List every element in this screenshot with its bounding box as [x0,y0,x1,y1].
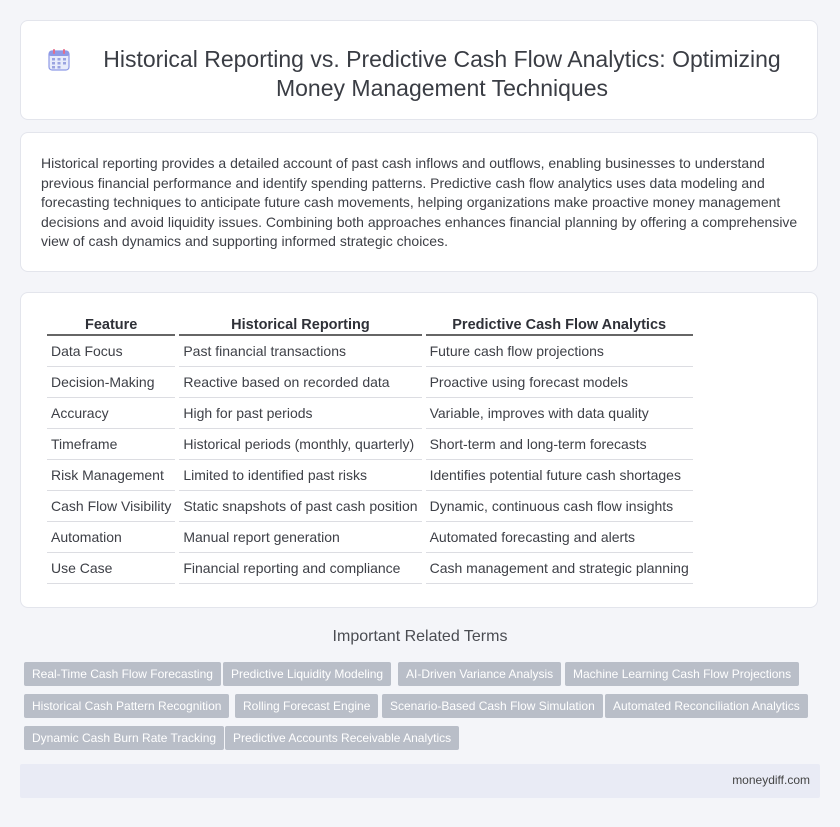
table-row [47,522,693,553]
table-cell: Manual report generation [179,522,421,553]
table-cell: Short-term and long-term forecasts [426,429,693,460]
related-term-tag[interactable]: Dynamic Cash Burn Rate Tracking [24,726,224,750]
related-term-tag[interactable]: Historical Cash Pattern Recognition [24,694,229,718]
related-term-tag[interactable]: Automated Reconciliation Analytics [605,694,808,718]
table-header-row [47,315,693,336]
table-cell: Future cash flow projections [426,336,693,367]
related-term-tag[interactable]: Scenario-Based Cash Flow Simulation [382,694,603,718]
table-cell: Decision-Making [47,367,175,398]
table-row [47,398,693,429]
table-row [47,429,693,460]
related-term-tag[interactable]: Machine Learning Cash Flow Projections [565,662,799,686]
table-cell: Timeframe [47,429,175,460]
table-cell: Past financial transactions [179,336,421,367]
page-title: Historical Reporting vs. Predictive Cash Flow Analytics: Optimizing Money Management Techniques [103,46,781,101]
table-cell: Historical periods (monthly, quarterly) [179,429,421,460]
table-row [47,336,693,367]
table-cell: Dynamic, continuous cash flow insights [426,491,693,522]
footer-site-link[interactable]: moneydiff.com [732,773,810,787]
related-term-tag[interactable]: Predictive Accounts Receivable Analytics [225,726,459,750]
table-cell: Limited to identified past risks [179,460,421,491]
table-cell: Use Case [47,553,175,584]
related-term-tag[interactable]: Predictive Liquidity Modeling [223,662,391,686]
table-cell: Financial reporting and compliance [179,553,421,584]
footer-bar [20,764,820,798]
table-cell: Static snapshots of past cash position [179,491,421,522]
table-row [47,460,693,491]
table-cell: Reactive based on recorded data [179,367,421,398]
table-cell: Accuracy [47,398,175,429]
related-term-tag[interactable]: Real-Time Cash Flow Forecasting [24,662,221,686]
related-term-tag[interactable]: Rolling Forecast Engine [235,694,378,718]
column-header-feature: Feature [47,315,175,336]
column-header-historical: Historical Reporting [179,315,421,336]
table-row [47,553,693,584]
table-cell: Cash management and strategic planning [426,553,693,584]
table-cell: Automated forecasting and alerts [426,522,693,553]
intro-card [20,132,818,272]
calendar-icon [47,48,71,72]
comparison-table [43,315,697,584]
table-cell: Cash Flow Visibility [47,491,175,522]
table-row [47,491,693,522]
column-header-predictive: Predictive Cash Flow Analytics [426,315,693,336]
table-cell: Risk Management [47,460,175,491]
table-cell: Data Focus [47,336,175,367]
table-row [47,367,693,398]
comparison-card [20,292,818,608]
related-term-tag[interactable]: AI-Driven Variance Analysis [398,662,561,686]
table-cell: Automation [47,522,175,553]
table-cell: Proactive using forecast models [426,367,693,398]
table-cell: High for past periods [179,398,421,429]
table-cell: Identifies potential future cash shortages [426,460,693,491]
header-card [20,20,818,120]
table-cell: Variable, improves with data quality [426,398,693,429]
related-terms-title: Important Related Terms [332,628,508,645]
intro-paragraph: Historical reporting provides a detailed account of past cash inflows and outflows, enabling businesses to understand previous financial performance and identify spending patterns. Predictive cash flow analytics uses data modeling and forecasting techniques to anticipate future cash movements, helping organizations make proactive money management decisions and avoid liquidity issues. Combining both approaches enhances financial planning by offering a comprehensive view of cash dynamics and supporting informed strategic choices. [41,155,798,250]
